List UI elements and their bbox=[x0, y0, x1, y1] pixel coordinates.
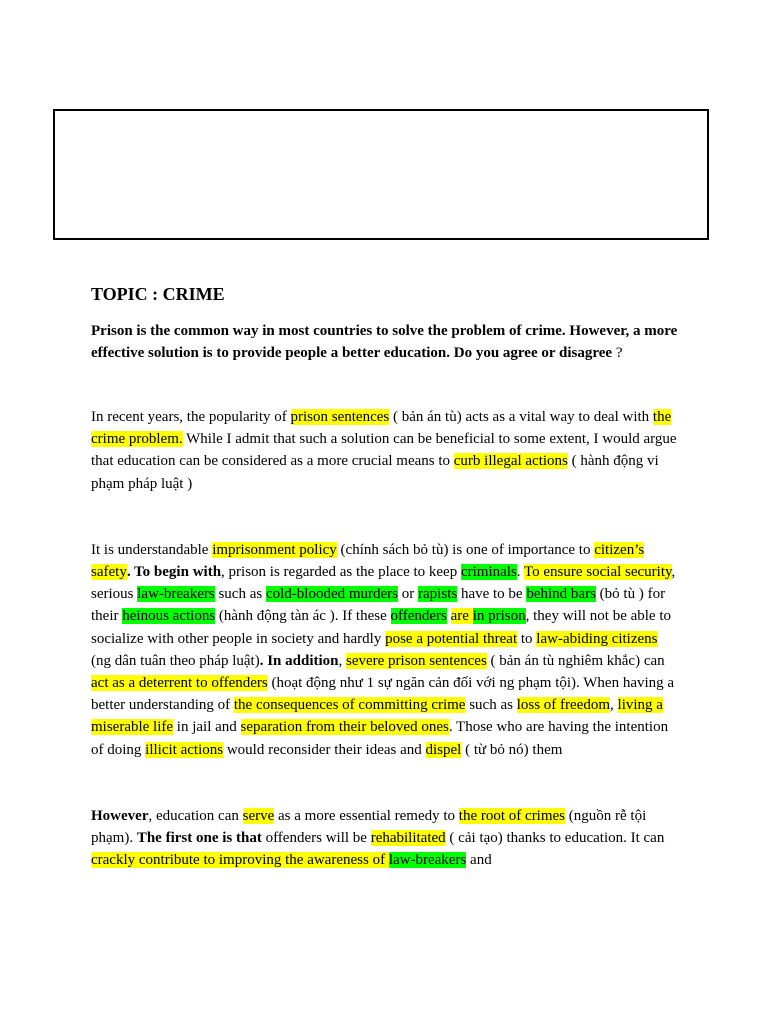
highlighted-phrase-yellow: the crime problem. bbox=[91, 409, 672, 448]
question-mark: ? bbox=[612, 345, 623, 361]
text-run: (hành động tàn ác ). If these bbox=[215, 608, 391, 625]
text-run: as a more essential remedy to bbox=[274, 807, 459, 824]
essay-question bbox=[91, 320, 681, 364]
text-run: , education can bbox=[148, 807, 243, 824]
bold-connector: However bbox=[91, 807, 149, 824]
text-run: (hoạt động như 1 sự ngăn cản đối với ng phạm tội). When having a better understanding of bbox=[91, 675, 675, 714]
empty-text-box bbox=[53, 109, 709, 240]
topic-heading: TOPIC : CRIME bbox=[91, 284, 225, 304]
highlighted-phrase-yellow: severe prison sentences bbox=[346, 652, 487, 669]
highlighted-phrase-green: offenders bbox=[390, 608, 447, 625]
highlighted-phrase-green: behind bars bbox=[526, 586, 596, 603]
text-run: , they will not be able to socialize with other people in society and hardly bbox=[91, 608, 672, 647]
text-run: ( bản án tù) acts as a vital way to deal with bbox=[389, 409, 653, 425]
text-run: ( cải tạo) thanks to education. It can bbox=[445, 830, 665, 847]
text-run: . bbox=[516, 564, 525, 581]
highlighted-phrase-yellow: law-abiding citizens bbox=[536, 630, 658, 647]
highlighted-phrase-yellow: crackly contribute to improving the awareness of bbox=[91, 852, 389, 869]
highlighted-phrase-green: in prison bbox=[472, 608, 526, 625]
highlighted-phrase-yellow: separation from their beloved ones bbox=[240, 719, 449, 736]
question-text: Prison is the common way in most countries to solve the problem of crime. However, a more effective solution is to provide people a better education. Do you agree or disagree bbox=[91, 323, 678, 361]
text-run: to bbox=[517, 630, 537, 647]
highlighted-phrase-yellow: dispel bbox=[425, 741, 462, 758]
highlighted-phrase-green: cold-blooded murders bbox=[265, 586, 399, 603]
highlighted-phrase-green: heinous actions bbox=[122, 608, 216, 625]
text-run: ( hành động vi phạm pháp luật ) bbox=[91, 453, 659, 492]
highlighted-phrase-yellow: To ensure social security bbox=[524, 564, 672, 581]
text-run: (bỏ tù ) for their bbox=[91, 586, 666, 625]
paragraph-body-1 bbox=[91, 539, 681, 761]
highlighted-phrase-green: rapists bbox=[418, 586, 458, 603]
highlighted-phrase-yellow: pose a potential threat bbox=[385, 630, 518, 647]
highlighted-phrase-yellow: loss of freedom bbox=[516, 697, 611, 714]
highlighted-phrase-green: law-breakers bbox=[137, 586, 215, 603]
text-run: (nguồn rễ tội phạm). bbox=[91, 807, 647, 847]
text-run: In recent years, the popularity of bbox=[91, 409, 291, 425]
bold-connector: The first one is that bbox=[136, 830, 262, 847]
highlighted-phrase-yellow: imprisonment policy bbox=[212, 541, 337, 558]
text-run: It is understandable bbox=[91, 541, 213, 558]
text-run: (chính sách bỏ tù) is one of importance to bbox=[336, 541, 595, 558]
highlighted-phrase-yellow: citizen’s safety bbox=[91, 541, 645, 581]
highlighted-phrase-yellow: the root of crimes bbox=[458, 807, 566, 824]
highlighted-phrase-yellow: act as a deterrent to offenders bbox=[91, 675, 268, 692]
text-run: or bbox=[398, 586, 419, 603]
document-body bbox=[91, 282, 681, 871]
highlighted-phrase-yellow: curb illegal actions bbox=[453, 453, 568, 470]
text-run: such as bbox=[465, 697, 517, 714]
text-run: , bbox=[610, 697, 618, 714]
text-run: , prison is regarded as the place to keep bbox=[221, 564, 461, 581]
text-run: ( từ bỏ nó) them bbox=[461, 741, 563, 758]
highlighted-phrase-yellow: are bbox=[450, 608, 473, 625]
text-run: , bbox=[338, 652, 346, 669]
highlighted-phrase-yellow: living a miserable life bbox=[91, 697, 663, 736]
bold-connector: . To begin with bbox=[126, 564, 222, 581]
highlighted-phrase-yellow: rehabilitated bbox=[370, 830, 446, 847]
highlighted-phrase-yellow: prison sentences bbox=[290, 409, 390, 425]
highlighted-phrase-yellow: the consequences of committing crime bbox=[233, 697, 466, 714]
text-run: ( bản án tù nghiêm khắc) can bbox=[486, 652, 665, 669]
text-run: would reconsider their ideas and bbox=[223, 741, 426, 758]
text-run: in jail and bbox=[173, 719, 241, 736]
text-run: While I admit that such a solution can be beneficial to some extent, I would argue that education can be considered as a more crucial means to bbox=[91, 431, 677, 470]
text-run: offenders will be bbox=[261, 830, 371, 847]
highlighted-phrase-green: criminals bbox=[460, 564, 517, 581]
text-run: and bbox=[466, 852, 492, 869]
highlighted-phrase-green: law-breakers bbox=[388, 852, 467, 869]
text-run: have to be bbox=[457, 586, 527, 603]
paragraph-introduction bbox=[91, 406, 681, 495]
text-run: . Those who are having the intention of doing bbox=[91, 719, 669, 758]
bold-connector: . In addition bbox=[259, 652, 339, 669]
paragraph-body-2 bbox=[91, 805, 681, 872]
highlighted-phrase-yellow: illicit actions bbox=[145, 741, 224, 758]
text-run: , serious bbox=[91, 564, 676, 603]
text-run: (ng dân tuân theo pháp luật) bbox=[91, 652, 260, 669]
highlighted-phrase-yellow: serve bbox=[242, 807, 275, 824]
text-run: such as bbox=[214, 586, 266, 603]
